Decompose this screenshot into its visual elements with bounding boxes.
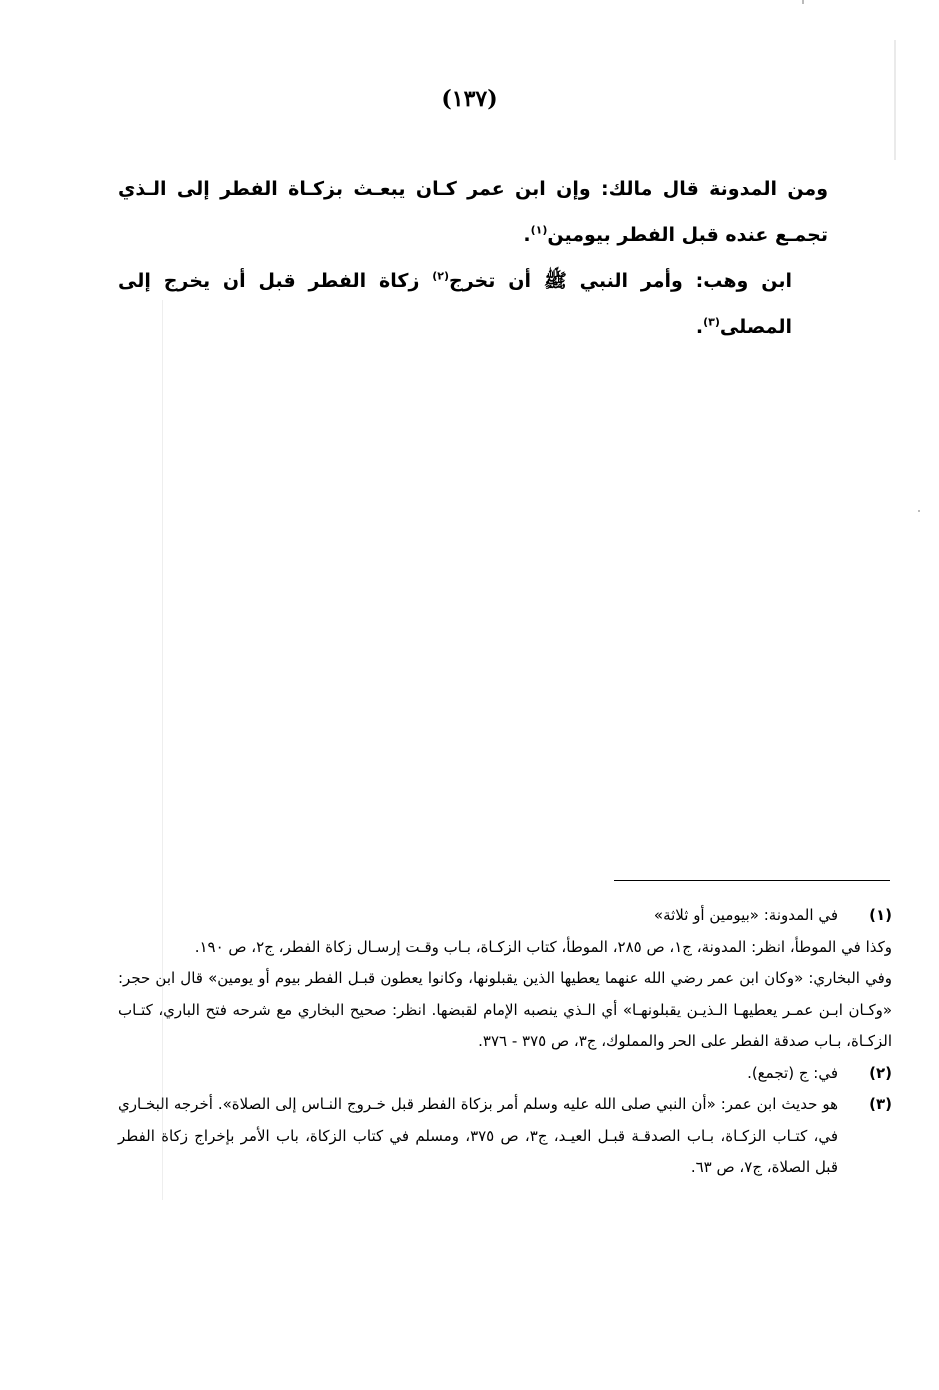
footnote-ref-1[interactable]: (١) bbox=[530, 223, 548, 237]
footnote-number: (٣) bbox=[869, 1095, 892, 1113]
paragraph-2 bbox=[118, 258, 828, 350]
paragraph-1-end: . bbox=[523, 224, 531, 246]
footnote-line: في: ج (تجمع). bbox=[747, 1063, 838, 1082]
footnote-2 bbox=[118, 1058, 892, 1090]
footnote-ref-3[interactable]: (٣) bbox=[703, 315, 720, 329]
main-text bbox=[118, 166, 828, 350]
paragraph-2-text-b: زكاة الفطر قبل أن يخرج إلى المصلى bbox=[118, 270, 792, 338]
scan-artifact bbox=[918, 510, 920, 512]
footnote-number: (٢) bbox=[869, 1063, 892, 1082]
footnotes bbox=[118, 900, 892, 1184]
page-number: (١٣٧) bbox=[441, 86, 498, 112]
scan-artifact bbox=[162, 300, 163, 1200]
paragraph-1 bbox=[118, 166, 828, 258]
footnote-body bbox=[118, 1058, 838, 1090]
footnote-3 bbox=[118, 1089, 892, 1184]
scan-artifact bbox=[894, 40, 896, 160]
footnote-line: هو حديث ابن عمر: «أن النبي صلى الله عليه وسلم أمر بزكاة الفطر قبل خـروج النـاس إلى الصلاة». أخرجه البخـاري في، كتـاب الزكـاة، بـاب الصدقـة قبـل العيـد، ج٣، ص ٣٧٥، ومسلم في كتاب الزكاة، باب الأمر بإخراج زكاة الفطر قبل الصلاة، ج٧، ص ٦٣. bbox=[118, 1095, 838, 1176]
paragraph-2-end: . bbox=[695, 316, 704, 338]
footnote-ref-2[interactable]: (٢) bbox=[432, 269, 450, 283]
paragraph-2-text-a: ابن وهب: وأمر النبي ﷺ أن تخرج bbox=[449, 270, 792, 292]
footnote-separator bbox=[614, 880, 890, 881]
footnote-1-continuation: وفي البخاري: «وكان ابن عمر رضي الله عنهما يعطيها الذين يقبلونها، وكانوا يعطون قبـل الفطر بيوم أو يومين» قال ابن حجر: «وكـان ابـن عمـر يعطيهـا الـذيـن يقبلونهـا» أي الـذي ينصبه الإمام لقبضها. انظر: صحيح البخاري مع شرحه فتح الباري، كتـاب الزكـاة، بـاب صدقة الفطر على الحر والمملوك، ج٣، ص ٣٧٥ - ٣٧٦. bbox=[118, 969, 892, 1050]
footnote-1 bbox=[118, 900, 892, 932]
paragraph-1-text: ومن المدونة قال مالك: وإن ابن عمر كـان يبعـث بزكـاة الفطر إلى الـذي تجمـع عنده قبل الفطر بيومين bbox=[118, 178, 828, 246]
footnote-body bbox=[118, 1089, 838, 1184]
footnote-body bbox=[118, 900, 838, 932]
scan-artifact bbox=[802, 0, 804, 4]
footnote-1-continuation: وكذا في الموطأ، انظر: المدونة، ج١، ص ٢٨٥، الموطأ، كتاب الزكـاة، بـاب وقـت إرسـال زكاة الفطر، ج٢، ص ١٩٠. bbox=[194, 937, 892, 956]
footnote-line: في المدونة: «بيومين أو ثلاثة» bbox=[653, 906, 838, 924]
footnote-number: (١) bbox=[869, 906, 892, 924]
